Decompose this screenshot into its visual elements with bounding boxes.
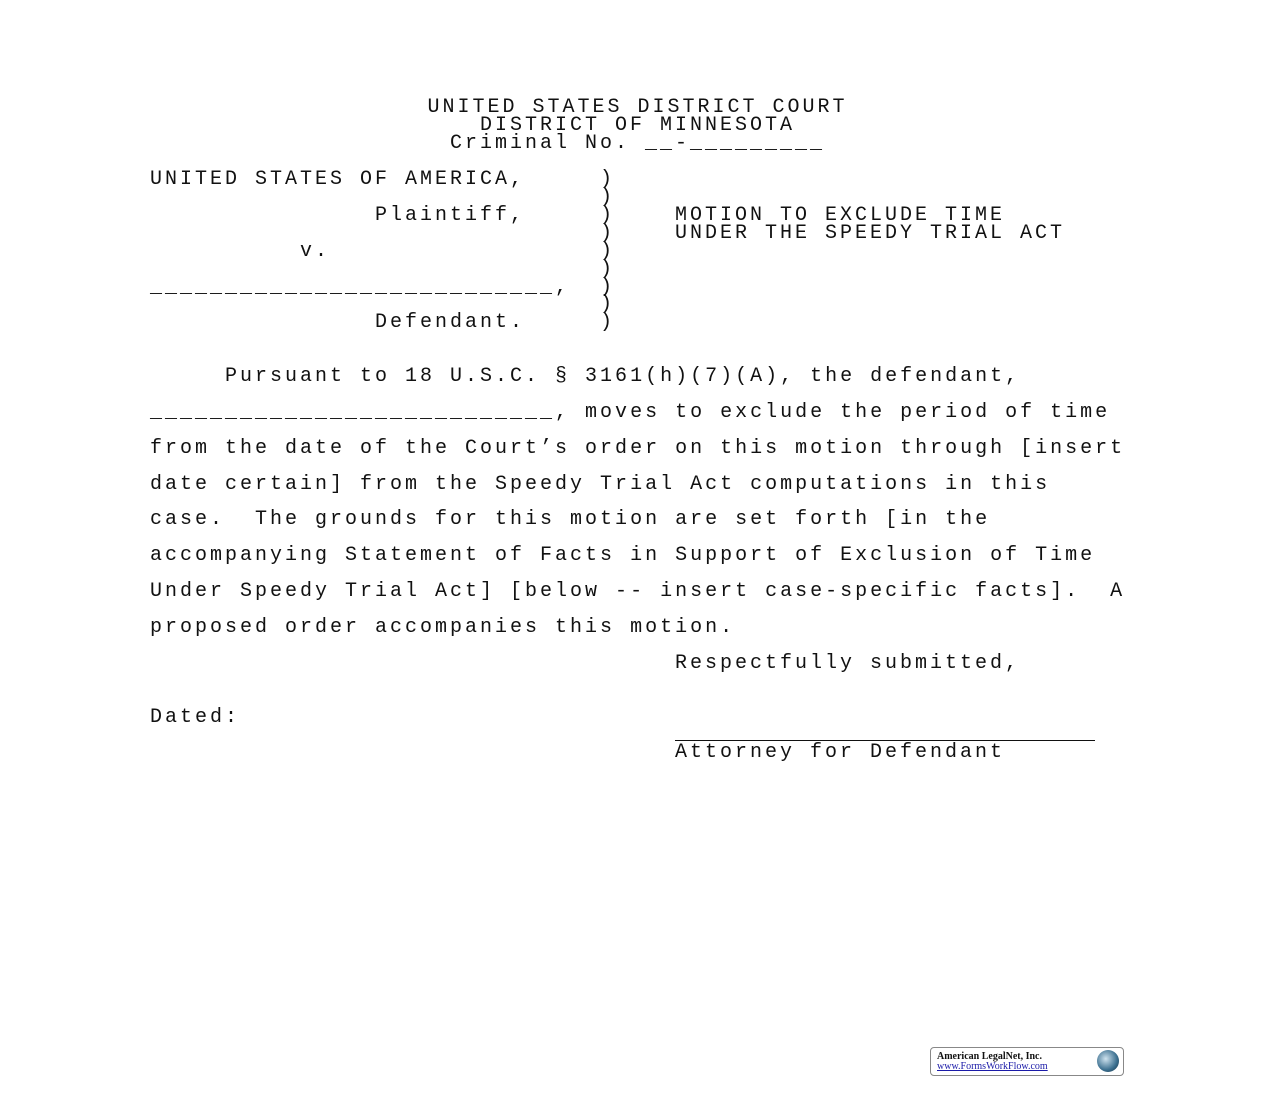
body-line: date certain] from the Speedy Trial Act computations in this bbox=[150, 473, 1051, 496]
motion-title-line2: UNDER THE SPEEDY TRIAL ACT bbox=[675, 222, 1066, 245]
body-line: accompanying Statement of Facts in Support of Exclusion of Time bbox=[150, 544, 1096, 567]
body-line: from the date of the Court’s order on this motion through [insert bbox=[150, 437, 1126, 460]
caption-paren: ) bbox=[600, 276, 616, 299]
body-line: case. The grounds for this motion are set forth [in the bbox=[150, 508, 991, 531]
motion-title-line1: MOTION TO EXCLUDE TIME bbox=[675, 204, 1006, 227]
logo-company: American LegalNet, Inc. bbox=[937, 1051, 1042, 1062]
caption-paren: ) bbox=[600, 311, 616, 334]
caption-paren: ) bbox=[600, 240, 616, 263]
case-number: Criminal No. __-_________ bbox=[449, 132, 826, 155]
defendant-name-blank: ___________________________, bbox=[150, 276, 571, 299]
body-line: ___________________________, moves to exclude the period of time bbox=[150, 401, 1111, 424]
signature-label: Attorney for Defendant bbox=[675, 741, 1006, 764]
caption-paren: ) bbox=[600, 293, 616, 316]
dated-label: Dated: bbox=[150, 706, 241, 729]
plaintiff-label: Plaintiff, bbox=[375, 204, 526, 227]
caption-paren: ) bbox=[600, 222, 616, 245]
caption-paren: ) bbox=[600, 204, 616, 227]
globe-icon bbox=[1097, 1050, 1119, 1072]
caption-paren: ) bbox=[600, 258, 616, 281]
caption-paren: ) bbox=[600, 168, 616, 191]
logo-url-link[interactable]: www.FormsWorkFlow.com bbox=[937, 1061, 1048, 1072]
footer-logo bbox=[930, 1047, 1124, 1076]
body-line: Pursuant to 18 U.S.C. § 3161(h)(7)(A), the defendant, bbox=[150, 365, 1021, 388]
court-name: UNITED STATES DISTRICT COURT bbox=[427, 96, 848, 119]
body-line: Under Speedy Trial Act] [below -- insert case-specific facts]. A bbox=[150, 580, 1126, 603]
defendant-label: Defendant. bbox=[375, 311, 526, 334]
versus: v. bbox=[300, 240, 331, 263]
plaintiff-name: UNITED STATES OF AMERICA, bbox=[150, 168, 526, 191]
district-name: DISTRICT OF MINNESOTA bbox=[479, 114, 796, 137]
body-line: proposed order accompanies this motion. bbox=[150, 616, 736, 639]
respectfully-submitted: Respectfully submitted, bbox=[675, 652, 1021, 675]
caption-paren: ) bbox=[600, 186, 616, 209]
